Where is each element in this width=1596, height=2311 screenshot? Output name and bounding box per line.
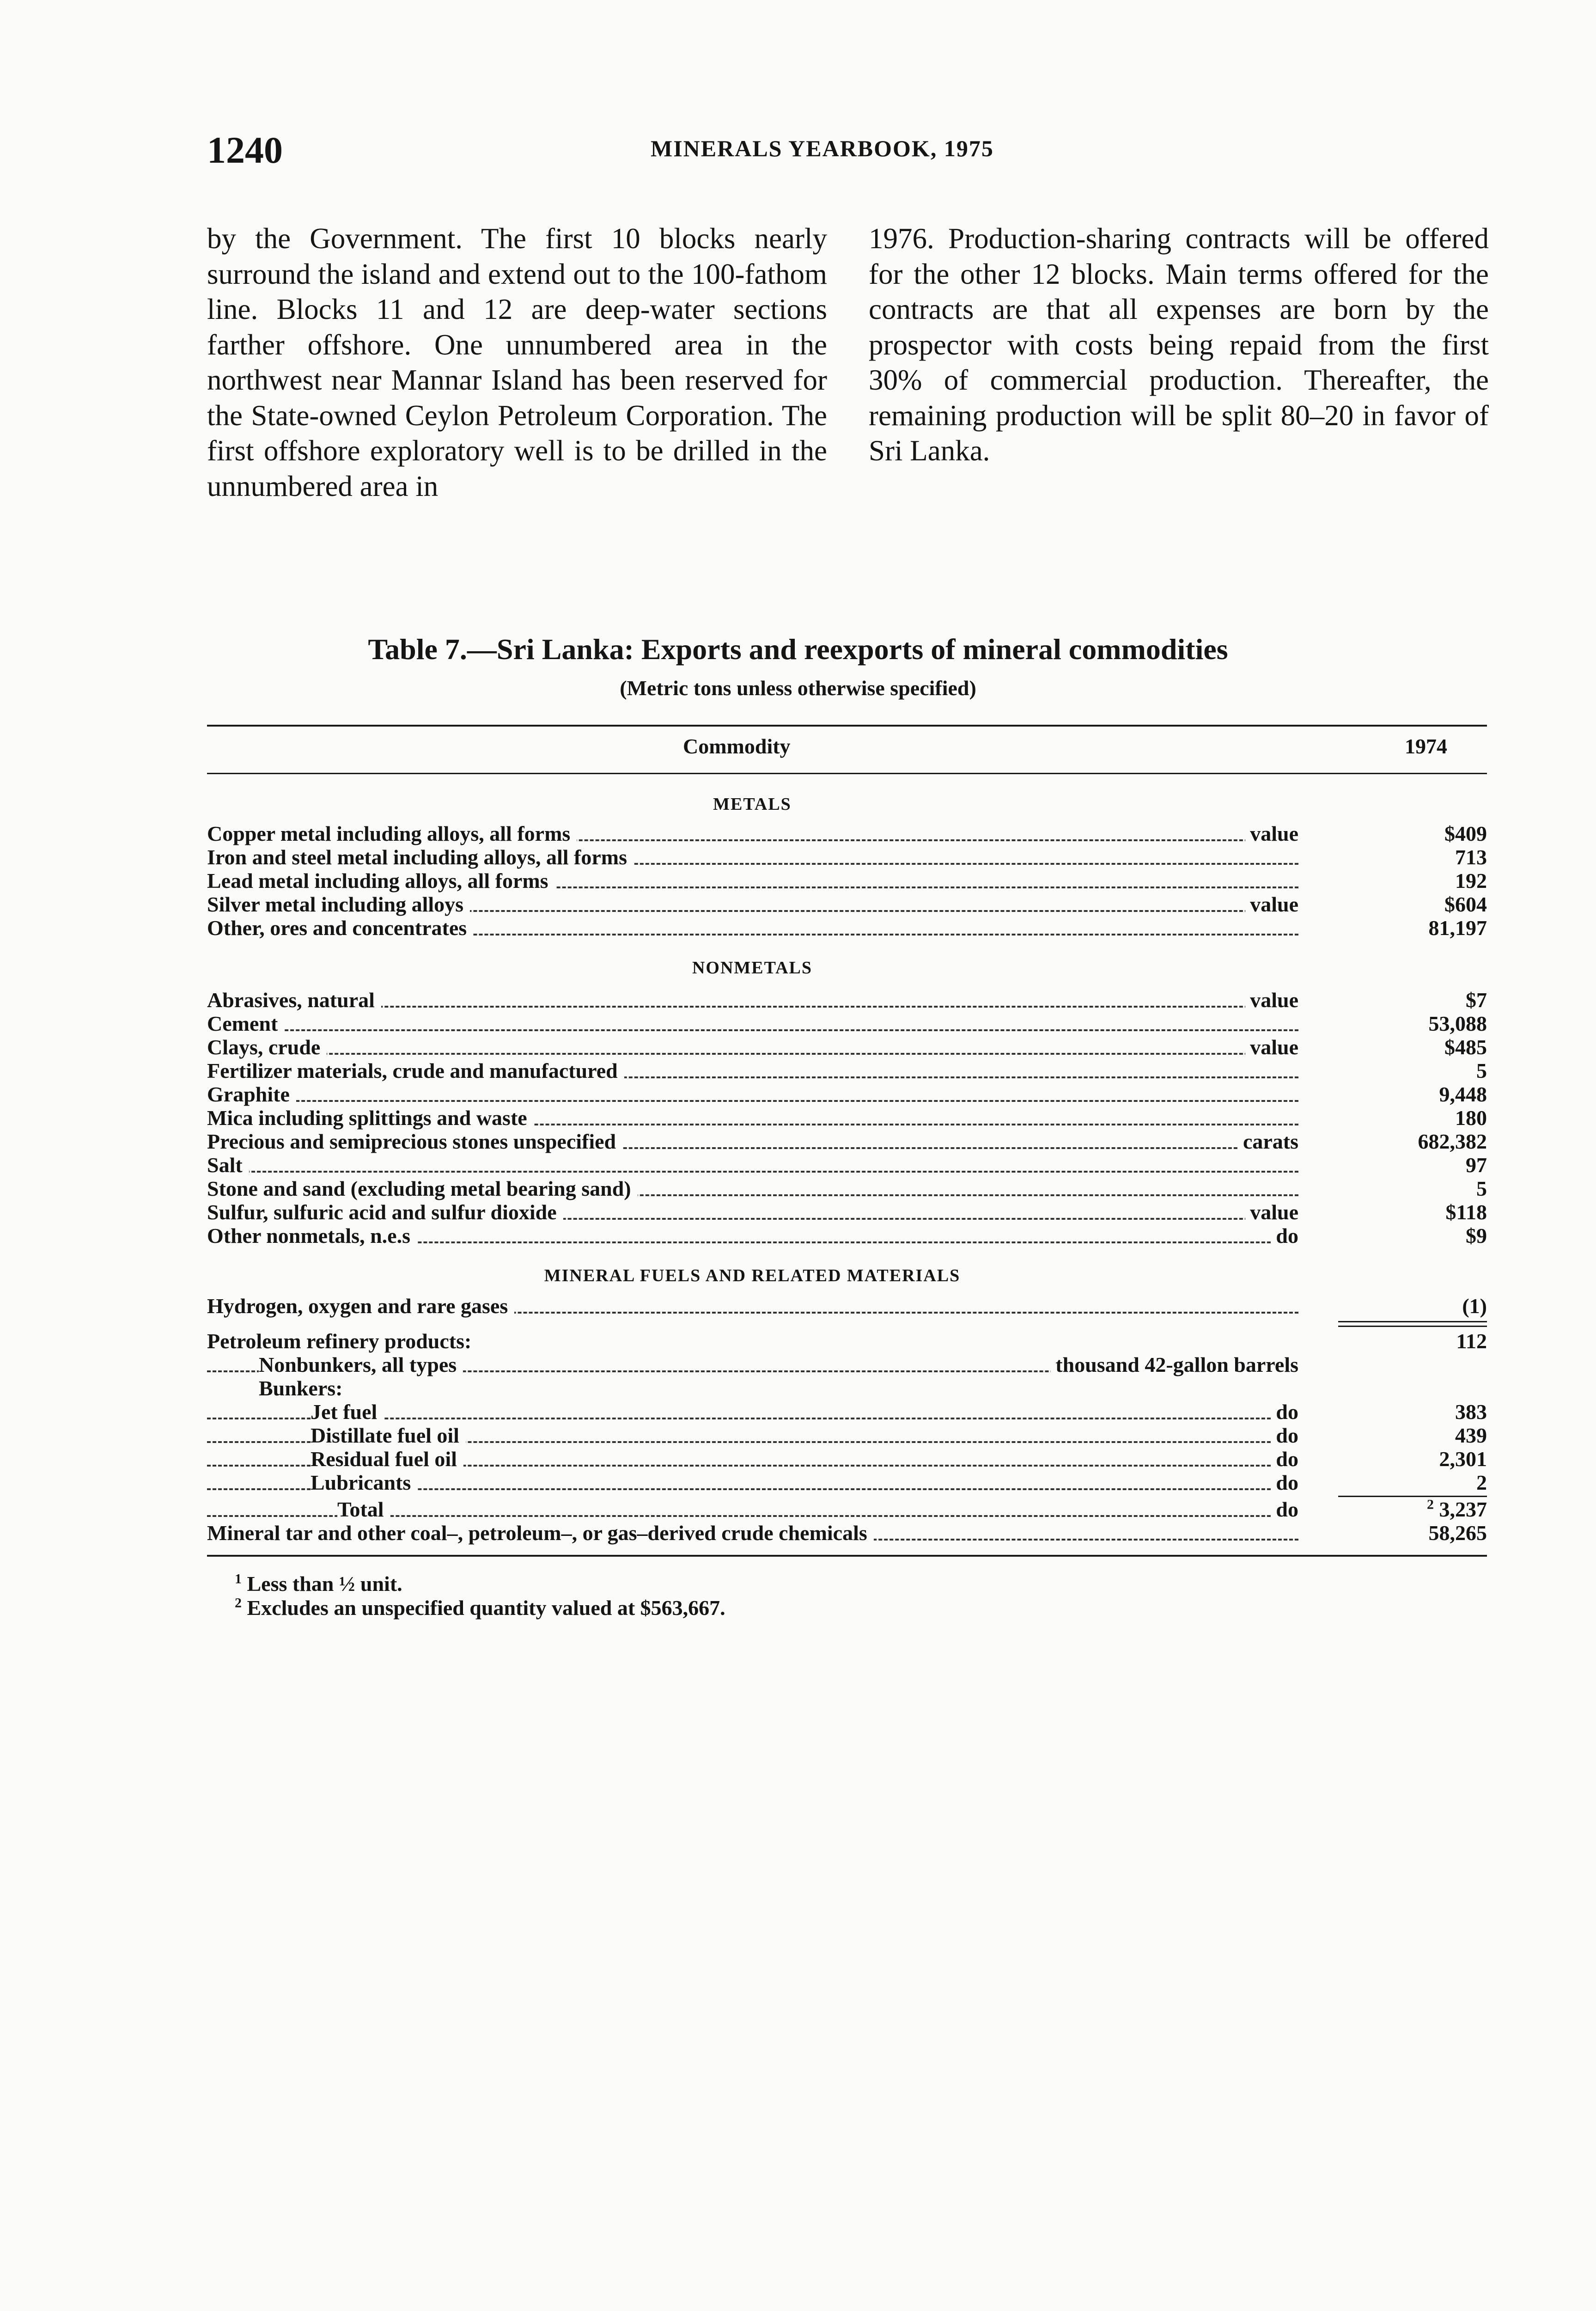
page-header (207, 128, 1492, 170)
table-cell-value: 2 (1476, 1471, 1487, 1494)
body-text-left-column (207, 221, 827, 504)
table-row: Sulfur, sulfuric acid and sulfur dioxide value $118 (207, 1200, 1487, 1224)
footnote: $^1$ Less than ½ unit. (235, 1571, 402, 1596)
table-row: Petroleum refinery products: 112 (207, 1329, 1487, 1353)
body-text-right-column (869, 221, 1489, 469)
table-cell-value: 713 (1455, 845, 1487, 869)
table-row: Salt 97 (207, 1153, 1487, 1177)
table-cell-value: 9,448 (1439, 1082, 1487, 1106)
table-cell-value: $409 (1444, 822, 1487, 845)
table-row: Iron and steel metal including alloys, all forms 713 (207, 845, 1487, 869)
table-row: Other nonmetals, n.e.s do $9 (207, 1224, 1487, 1247)
table-cell-value: 5 (1476, 1059, 1487, 1082)
table-cell-value: 180 (1455, 1106, 1487, 1130)
table-cell-value: $9 (1466, 1224, 1487, 1247)
value-rule (1338, 1496, 1487, 1497)
table-row: Lubricants do 2 (207, 1471, 1487, 1495)
column-header-commodity: Commodity (683, 734, 791, 758)
table-cell-value: 53,088 (1428, 1012, 1487, 1035)
value-rule (1338, 1326, 1487, 1327)
table-header-rule (207, 773, 1487, 774)
table-row: Graphite 9,448 (207, 1082, 1487, 1106)
table-bottom-rule (207, 1555, 1487, 1557)
table-row: Cement 53,088 (207, 1012, 1487, 1035)
table-row: Abrasives, natural value $7 (207, 988, 1487, 1012)
footnote: $^2$ Excludes an unspecified quantity valued at $563,667. (235, 1595, 725, 1620)
page-number: 1240 (207, 129, 283, 171)
table-row: Mineral tar and other coal–, petroleum–, or gas–derived crude chemicals 58,265 (207, 1521, 1487, 1545)
table-title: Table 7.—Sri Lanka: Exports and reexports of mineral commodities (368, 633, 1228, 666)
table-row: Hydrogen, oxygen and rare gases (1) (207, 1294, 1487, 1318)
footnote-ref: (1) (1462, 1294, 1487, 1318)
running-title: MINERALS YEARBOOK, 1975 (651, 135, 994, 161)
table-row: Lead metal including alloys, all forms 192 (207, 869, 1487, 893)
table-row: Distillate fuel oil do 439 (207, 1424, 1487, 1448)
table-cell-value: $604 (1444, 893, 1487, 916)
value-rule (1338, 1321, 1487, 1322)
table-row: Silver metal including alloys value $604 (207, 893, 1487, 916)
table-row: Precious and semiprecious stones unspecified carats 682,382 (207, 1130, 1487, 1153)
table-row: Bunkers: (207, 1376, 1487, 1400)
table-cell-value: 682,382 (1418, 1130, 1487, 1153)
table-row: Jet fuel do 383 (207, 1400, 1487, 1424)
table-cell-value: 383 (1455, 1400, 1487, 1424)
table-cell-value: 81,197 (1428, 916, 1487, 940)
table-row: Mica including splittings and waste 180 (207, 1106, 1487, 1130)
column-header-year: 1974 (1405, 734, 1447, 758)
table-row: Other, ores and concentrates 81,197 (207, 916, 1487, 940)
table-row: Copper metal including alloys, all forms value $409 (207, 822, 1487, 845)
table-cell-value (1348, 1294, 1487, 1318)
table-cell-value: 97 (1466, 1153, 1487, 1177)
table-row: Residual fuel oil do 2,301 (207, 1447, 1487, 1471)
table-row: Fertilizer materials, crude and manufactured 5 (207, 1059, 1487, 1082)
table-cell-value: 112 (1456, 1329, 1487, 1353)
table-cell-value: $485 (1444, 1035, 1487, 1059)
table-row: Stone and sand (excluding metal bearing sand) 5 (207, 1177, 1487, 1200)
table-top-rule (207, 725, 1487, 727)
section-heading-mineral-fuels: MINERAL FUELS AND RELATED MATERIALS (544, 1266, 961, 1285)
table-cell-value: 5 (1476, 1177, 1487, 1200)
body-paragraph: 1976. Production-sharing contracts will be offered for the other 12 blocks. Main terms offered for the contracts are that all expenses are born by the prospector with costs being repaid from the first 30% of commercial production. Thereafter, the remaining production will be split 80–20 in favor of Sri Lanka. (869, 222, 1489, 467)
table-row: Clays, crude value $485 (207, 1035, 1487, 1059)
table-cell-value: 2,301 (1439, 1447, 1487, 1471)
table-cell-value: $118 (1445, 1200, 1487, 1224)
body-paragraph: by the Government. The first 10 blocks nearly surround the island and extend out to the 100-fathom line. Blocks 11 and 12 are deep-water sections farther offshore. One unnumbered area in the northwest near Mannar Island has been reserved for the State-owned Ceylon Petroleum Corporation. The first offshore exploratory well is to be drilled in the unnumbered area in (207, 222, 827, 502)
section-heading-nonmetals: NONMETALS (692, 958, 813, 978)
section-heading-metals: METALS (713, 795, 792, 814)
table-cell-value: 192 (1455, 869, 1487, 893)
table-cell-value: 439 (1455, 1424, 1487, 1447)
table-row: Total do $^2$ 3,237 (207, 1498, 1487, 1522)
table-cell-value: $7 (1466, 988, 1487, 1012)
table-cell-value: 58,265 (1428, 1521, 1487, 1545)
table-cell-value: $^2$ 3,237 (1427, 1497, 1487, 1521)
table-row: Nonbunkers, all types thousand 42-gallon barrels (207, 1353, 1487, 1377)
table-subtitle: (Metric tons unless otherwise specified) (620, 676, 976, 700)
footnote-ref: 2 (1427, 1497, 1434, 1512)
